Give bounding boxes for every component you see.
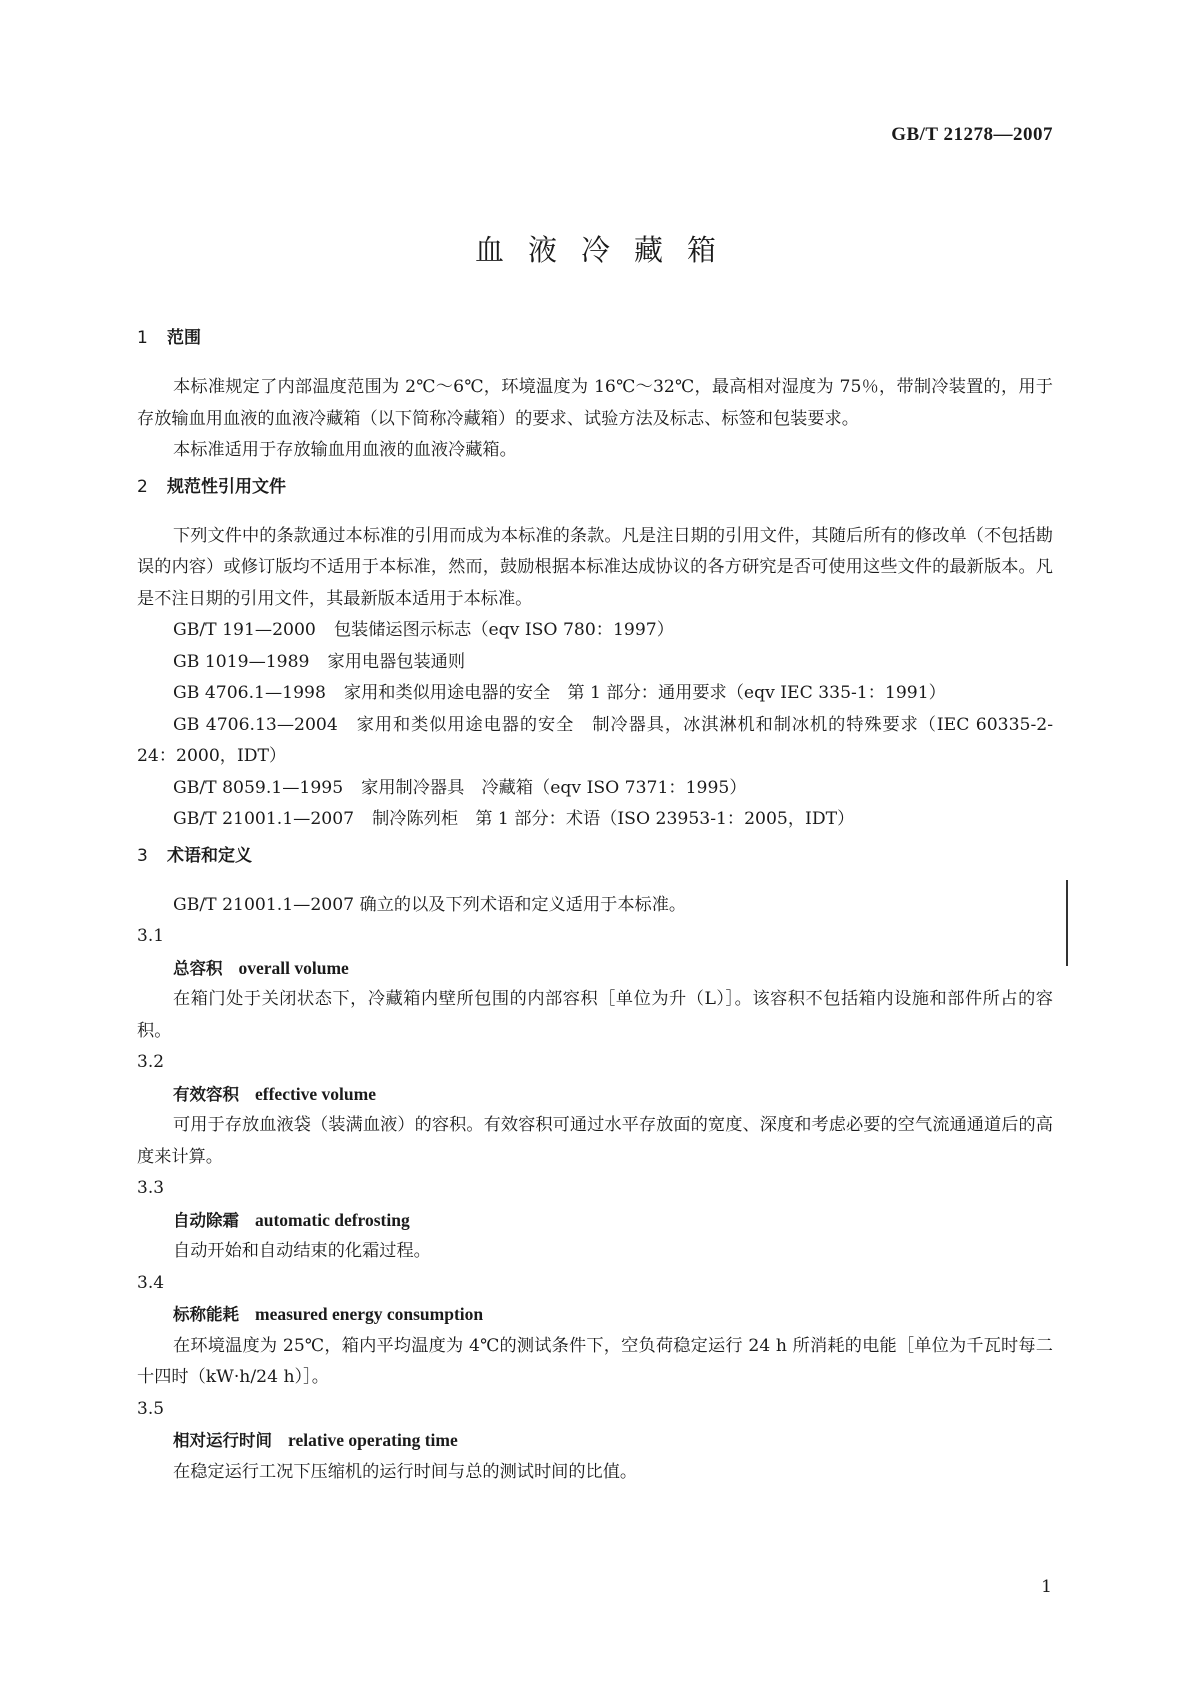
term-definition: 在箱门处于关闭状态下，冷藏箱内壁所包围的内部容积［单位为升（L）］。该容积不包括箱内设施和部件所占的容积。: [137, 989, 1053, 1041]
term-number: 3.2: [137, 1052, 165, 1072]
reference-code: GB/T 191—2000: [173, 620, 316, 640]
section-1-paragraph: 本标准规定了内部温度范围为 2℃～6℃，环境温度为 16℃～32℃，最高相对湿度为 75％，带制冷装置的，用于存放输血用血液的血液冷藏箱（以下简称冷藏箱）的要求、试验方法及标志、标签和包装要求。: [137, 377, 1053, 429]
term-heading: [137, 1299, 1053, 1331]
term-heading: [137, 1079, 1053, 1111]
term-en: relative operating time: [288, 1430, 458, 1450]
reference-code: GB/T 21001.1—2007: [173, 809, 355, 829]
section-3-heading: [137, 844, 1053, 882]
term-zh: 有效容积: [173, 1084, 239, 1104]
term-zh: 标称能耗: [173, 1305, 239, 1324]
term-definition: 在稳定运行工况下压缩机的运行时间与总的测试时间的比值。: [173, 1461, 638, 1482]
term-en: effective volume: [255, 1083, 376, 1104]
reference-item: [137, 678, 1053, 710]
term-zh: 总容积: [173, 958, 223, 978]
section-number: 1: [137, 328, 148, 348]
reference-code: GB/T 8059.1—1995: [173, 777, 344, 798]
reference-item: [137, 773, 1053, 805]
section-1-paragraph: 本标准适用于存放输血用血液的血液冷藏箱。: [173, 440, 517, 460]
reference-title: 家用电器包装通则: [327, 651, 466, 672]
term-zh: 自动除霜: [173, 1210, 239, 1230]
section-number: 3: [137, 845, 148, 866]
change-bar: [1066, 880, 1068, 966]
term-definition: 可用于存放血液袋（装满血液）的容积。有效容积可通过水平存放面的宽度、深度和考虑必要的空气流通通道后的高度来计算。: [137, 1115, 1053, 1167]
term-number: 3.3: [137, 1178, 165, 1198]
document-body: [137, 326, 1053, 1488]
term-heading: [137, 1205, 1053, 1237]
term-number: 3.1: [137, 926, 165, 946]
reference-code: GB 1019—1989: [173, 651, 310, 672]
term-number: 3.4: [137, 1272, 165, 1293]
reference-item: [137, 804, 1053, 836]
reference-title: 制冷陈列柜 第 1 部分：术语（ISO 23953-1：2005，IDT）: [372, 809, 855, 829]
section-number: 2: [137, 476, 148, 497]
term-definition: 自动开始和自动结束的化霜过程。: [173, 1241, 431, 1261]
section-title: 术语和定义: [167, 845, 252, 866]
page-number: 1: [1041, 1577, 1052, 1597]
reference-code: GB 4706.1—1998: [173, 683, 326, 703]
reference-item: [137, 615, 1053, 647]
section-title: 规范性引用文件: [167, 476, 286, 497]
reference-title: 家用和类似用途电器的安全 第 1 部分：通用要求（eqv IEC 335-1：1991）: [343, 683, 946, 703]
reference-code: GB 4706.13—2004: [173, 714, 338, 735]
reference-item: [137, 710, 1053, 773]
reference-item: [137, 647, 1053, 679]
term-en: overall volume: [238, 957, 349, 978]
term-zh: 相对运行时间: [173, 1431, 272, 1450]
reference-title: 包装储运图示标志（eqv ISO 780：1997）: [333, 620, 674, 640]
document-title: 血液冷藏箱: [474, 233, 740, 267]
term-definition: 在环境温度为 25℃，箱内平均温度为 4℃的测试条件下，空负荷稳定运行 24 h 所消耗的电能［单位为千瓦时每二十四时（kW·h/24 h）］。: [137, 1335, 1053, 1387]
reference-title: 家用和类似用途电器的安全 制冷器具，冰淇淋机和制冰机的特殊要求（IEC 60335-2-24：2000，IDT）: [137, 714, 1054, 766]
section-2-paragraph: 下列文件中的条款通过本标准的引用而成为本标准的条款。凡是注日期的引用文件，其随后所有的修改单（不包括勘误的内容）或修订版均不适用于本标准，然而，鼓励根据本标准达成协议的各方研究是否可使用这些文件的最新版本。凡是不注日期的引用文件，其最新版本适用于本标准。: [137, 525, 1053, 609]
section-1-heading: [137, 326, 1053, 364]
term-en: measured energy consumption: [255, 1304, 484, 1324]
section-2-heading: [137, 475, 1053, 513]
standard-code: GB/T 21278—2007: [891, 124, 1053, 145]
term-heading: [137, 1425, 1053, 1457]
section-3-paragraph: GB/T 21001.1—2007 确立的以及下列术语和定义适用于本标准。: [173, 894, 687, 915]
term-en: automatic defrosting: [255, 1209, 410, 1230]
section-title: 范围: [167, 328, 201, 348]
term-heading: [137, 953, 1053, 985]
reference-title: 家用制冷器具 冷藏箱（eqv ISO 7371：1995）: [361, 777, 747, 798]
term-number: 3.5: [137, 1398, 165, 1419]
